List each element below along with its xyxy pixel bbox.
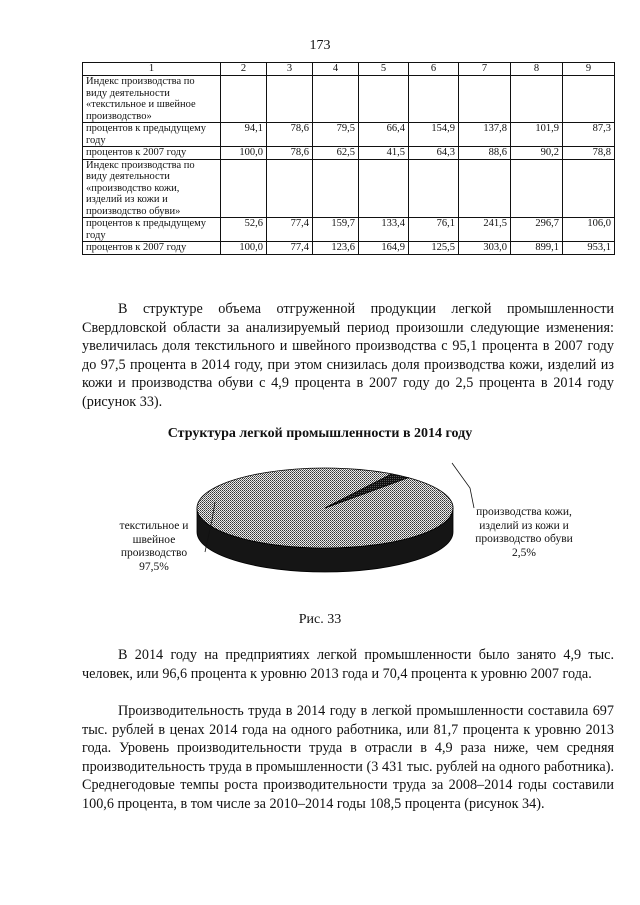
table-cell (459, 159, 511, 218)
table-cell (267, 159, 313, 218)
table-cell (563, 159, 615, 218)
table-cell: 154,9 (409, 123, 459, 147)
pie-label-leather-value: 2,5% (512, 546, 536, 559)
row-label: Индекс производства по виду деятельности «текстильное и швейное производство» (83, 76, 221, 123)
table-header-cell: 7 (459, 63, 511, 76)
table-cell (221, 159, 267, 218)
table-cell (359, 76, 409, 123)
table-cell: 52,6 (221, 218, 267, 242)
table-row (83, 159, 615, 218)
table-cell: 94,1 (221, 123, 267, 147)
table-cell: 303,0 (459, 242, 511, 255)
table-cell (409, 76, 459, 123)
table-cell: 101,9 (511, 123, 563, 147)
table-cell (267, 76, 313, 123)
table-cell: 953,1 (563, 242, 615, 255)
index-table (82, 62, 615, 255)
table-header-cell: 8 (511, 63, 563, 76)
paragraph-productivity (82, 702, 614, 814)
row-label: процентов к предыдущему году (83, 123, 221, 147)
table-cell (221, 76, 267, 123)
table-cell: 100,0 (221, 242, 267, 255)
pie-label-leather (474, 506, 574, 560)
table-cell: 87,3 (563, 123, 615, 147)
table-row (83, 76, 615, 123)
table-cell: 62,5 (313, 147, 359, 160)
table-cell (563, 76, 615, 123)
table-header-cell: 6 (409, 63, 459, 76)
pie-label-textile-value: 97,5% (139, 560, 169, 573)
paragraph-structure-text: В структуре объема отгруженной продукции легкой промышленности Свердловской области за анализируемый период произошли следующие изменения: увеличилась доля текстильного и швейного производства с 95,1 процента в 2007 году до 97,5 процента в 2014 году, при этом снизилась доля производства кожи, изделий из кожи и производства обуви с 4,9 процента в 2007 году до 2,5 процента в 2014 году (рисунок 33). (82, 301, 614, 410)
table-cell: 88,6 (459, 147, 511, 160)
pie-label-textile-name: текстильное и швейное производство (119, 520, 189, 559)
table-header-cell: 3 (267, 63, 313, 76)
table-cell: 78,6 (267, 147, 313, 160)
row-label: процентов к 2007 году (83, 147, 221, 160)
table-row (83, 147, 615, 160)
table-cell: 90,2 (511, 147, 563, 160)
table-cell: 79,5 (313, 123, 359, 147)
table-header-cell: 1 (83, 63, 221, 76)
paragraph-productivity-text: Производительность труда в 2014 году в легкой промышленности составила 697 тыс. рублей в ценах 2014 года на одного работника, или 81,7 процента к уровню 2013 года. Уровень производительности труда в отрасли в 4,9 раза ниже, чем средняя производительность труда в промышленности (3 431 тыс. рублей на одного работника). Среднегодовые темпы роста производительности труда за 2008–2014 годы составили 100,6 процента, в том числе за 2010–2014 годы 108,5 процента (рисунок 34). (82, 703, 614, 812)
table-row (83, 123, 615, 147)
table-cell (313, 76, 359, 123)
table-cell: 164,9 (359, 242, 409, 255)
table-cell: 137,8 (459, 123, 511, 147)
paragraph-employment-text: В 2014 году на предприятиях легкой промышленности было занято 4,9 тыс. человек, или 96,6 процента к уровню 2013 года и 70,4 процента к уровню 2007 года. (82, 647, 614, 682)
table-header-cell: 5 (359, 63, 409, 76)
table-header-cell: 9 (563, 63, 615, 76)
table-cell: 123,6 (313, 242, 359, 255)
table-cell: 66,4 (359, 123, 409, 147)
paragraph-employment (82, 646, 614, 683)
row-label: процентов к 2007 году (83, 242, 221, 255)
table-cell: 41,5 (359, 147, 409, 160)
table-cell: 64,3 (409, 147, 459, 160)
chart-title: Структура легкой промышленности в 2014 году (167, 426, 473, 441)
table-cell: 100,0 (221, 147, 267, 160)
table-header-cell: 2 (221, 63, 267, 76)
table-cell: 159,7 (313, 218, 359, 242)
table-row (83, 218, 615, 242)
table-cell: 125,5 (409, 242, 459, 255)
leader-line-leather (452, 463, 474, 508)
table-cell: 899,1 (511, 242, 563, 255)
table-cell (313, 159, 359, 218)
table-cell: 241,5 (459, 218, 511, 242)
table-cell (409, 159, 459, 218)
table-cell: 78,6 (267, 123, 313, 147)
table-header-row (83, 63, 615, 76)
table-cell: 78,8 (563, 147, 615, 160)
figure-caption: Рис. 33 (298, 612, 342, 627)
row-label: процентов к предыдущему году (83, 218, 221, 242)
table-cell: 77,4 (267, 218, 313, 242)
table-cell: 77,4 (267, 242, 313, 255)
row-label: Индекс производства по виду деятельности «производство кожи, изделий из кожи и производство обуви» (83, 159, 221, 218)
table-row (83, 242, 615, 255)
table-header-cell: 4 (313, 63, 359, 76)
page-number: 173 (309, 38, 331, 53)
table-cell: 106,0 (563, 218, 615, 242)
table-cell: 296,7 (511, 218, 563, 242)
table-cell (459, 76, 511, 123)
paragraph-structure (82, 300, 614, 412)
table-cell (359, 159, 409, 218)
table-cell (511, 159, 563, 218)
table-cell: 133,4 (359, 218, 409, 242)
table-cell: 76,1 (409, 218, 459, 242)
pie-label-textile (106, 520, 202, 574)
table-cell (511, 76, 563, 123)
pie-label-leather-name: производства кожи, изделий из кожи и производство обуви (475, 506, 573, 545)
